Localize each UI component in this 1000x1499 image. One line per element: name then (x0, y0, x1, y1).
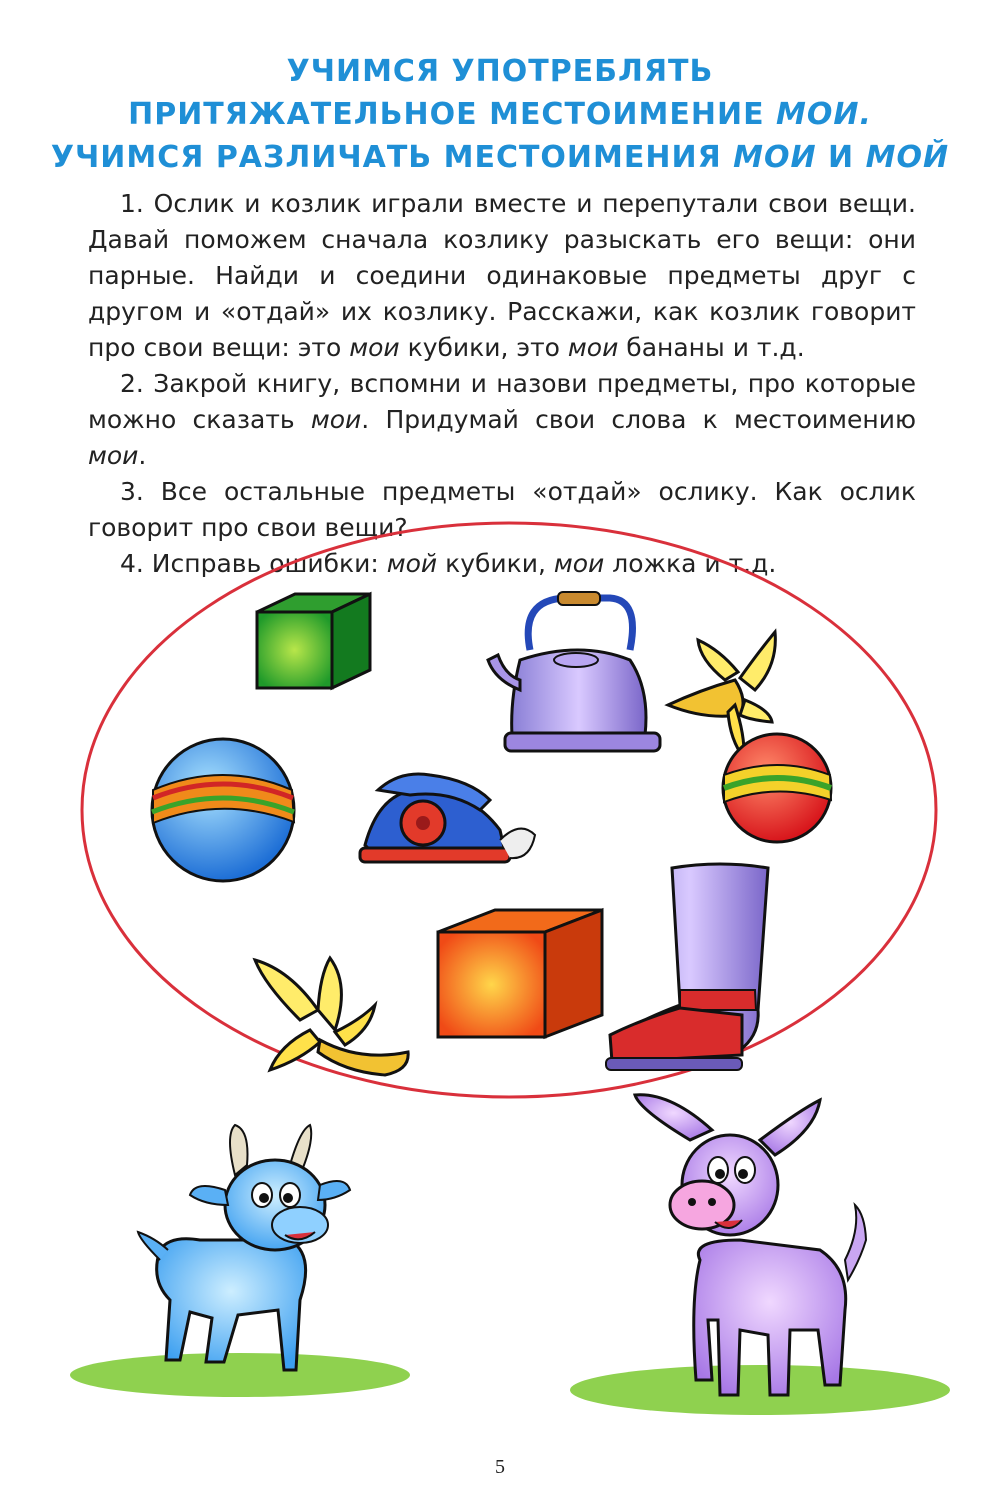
task-4-pronoun-2: мои (553, 549, 605, 578)
task-1-text-a: 1. Ослик и козлик играли вместе и перепутали свои вещи. Давай поможем сначала козлику разыскать его вещи: они парные. Найди и соедини одинаковые предметы друг с другом и «отдай» их козлику. Расскажи, как козлик говорит про свои вещи: это (88, 189, 916, 362)
task-1-text-c: бананы и т.д. (618, 333, 805, 362)
kettle-icon (488, 592, 660, 751)
task-1-pronoun-2: мои (567, 333, 619, 362)
task-2-text-b: . Придумай свои слова к местоимению (361, 405, 916, 434)
grass-right (570, 1365, 950, 1415)
title-line-3-text: УЧИМСЯ РАЗЛИЧАТЬ МЕСТОИМЕНИЯ (50, 140, 734, 175)
grass-left (70, 1353, 410, 1397)
task-2-pronoun-1: мои (310, 405, 362, 434)
task-1-text-b: кубики, это (399, 333, 568, 362)
task-2-pronoun-2: мои (88, 441, 139, 470)
task-4-pronoun-1: мой (386, 549, 438, 578)
title-line-3-pronoun-2: МОЙ (865, 140, 950, 175)
striped-ball-icon (152, 739, 294, 881)
donkey-icon (635, 1095, 866, 1395)
telephone-icon (360, 774, 535, 862)
title-line-3-conj: И (816, 140, 866, 175)
title-line-1: УЧИМСЯ УПОТРЕБЛЯТЬ (286, 54, 714, 89)
boot-icon (606, 864, 768, 1070)
task-4-text-c: ложка и т.д. (604, 549, 777, 578)
small-ball-icon (723, 734, 831, 842)
banana-icon (255, 958, 408, 1075)
title-line-3-pronoun-1: МОИ (733, 140, 817, 175)
task-3: 3. Все остальные предметы «отдай» ослику. Как ослик говорит про свои вещи? (88, 477, 916, 542)
green-cube-icon (257, 594, 370, 688)
task-4-text-b: кубики, (437, 549, 554, 578)
page-number: 5 (495, 1456, 505, 1478)
task-4-text-a: 4. Исправь ошибки: (120, 549, 387, 578)
task-2-text-c: . (138, 441, 147, 470)
orange-cube-icon (438, 910, 602, 1037)
task-1-pronoun-1: мои (349, 333, 400, 362)
title-line-2-text: ПРИТЯЖАТЕЛЬНОЕ МЕСТОИМЕНИЕ (128, 97, 777, 132)
title-line-2-pronoun: МОИ. (776, 97, 872, 132)
task-2-text-a: 2. Закрой книгу, вспомни и назови предметы, про которые можно сказать (88, 369, 916, 434)
goat-icon (138, 1125, 350, 1370)
